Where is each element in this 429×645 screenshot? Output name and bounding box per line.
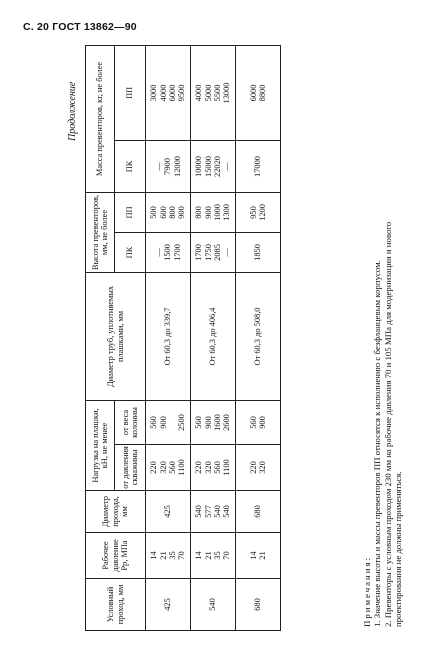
cell-height-pp: 500 600 800 900 — [146, 192, 191, 232]
cell-mass-pp: 6000 8800 — [236, 45, 281, 140]
notes — [362, 47, 404, 627]
table-row — [191, 45, 236, 630]
table-row — [146, 45, 191, 630]
rotated-page-body — [65, 46, 412, 631]
header-pipe-diam: Диаметр труб, уплотняемых плашками, мм — [86, 272, 146, 400]
cell-bore: 680 — [236, 579, 281, 631]
note-line: 2. Превенторы с условным проходом 230 мм на рабочие давления 70 и 105 МПа для модернизации и нового — [382, 221, 393, 627]
cell-mass-pp: 3000 4000 6000 9500 — [146, 45, 191, 140]
header-mass-pk: ПК — [115, 140, 146, 192]
cell-pipe-diam: От 60,3 до 508,0 — [236, 272, 281, 400]
cell-pipe-diam: От 60,3 до 339,7 — [146, 272, 191, 400]
cell-passage: 425 — [146, 491, 191, 533]
cell-bore: 425 — [146, 579, 191, 631]
cell-ram-load-well: 220 320 560 1100 — [146, 445, 191, 491]
cell-ram-load-well: 220 320 560 1100 — [191, 445, 236, 491]
cell-bore: 540 — [191, 579, 236, 631]
cell-pressure: 14 21 35 70 — [146, 533, 191, 579]
header-height-pp: ПП — [115, 192, 146, 232]
cell-height-pk: — 1500 1700 — [146, 232, 191, 272]
cell-mass-pp: 4000 5000 5500 13000 — [191, 45, 236, 140]
cell-ram-load-weight: 560 900 1600 2600 — [191, 400, 236, 444]
cell-ram-load-well: 220 320 — [236, 445, 281, 491]
header-mass: Масса превенторов, кг, не более — [86, 45, 115, 192]
table-row — [236, 45, 281, 630]
cell-height-pp: 800 900 1000 1300 — [191, 192, 236, 232]
cell-mass-pk: — 7900 12000 — [146, 140, 191, 192]
header-height-pk: ПК — [115, 232, 146, 272]
note-line: 1. Значение высоты и массы превенторов ПП относятся к исполнению с безфланцевым корпусом. — [372, 260, 383, 627]
cell-mass-pk: 10000 15000 22020 — — [191, 140, 236, 192]
cell-pipe-diam: От 60,3 до 406,4 — [191, 272, 236, 400]
header-passage: Диаметр прохода, мм — [86, 491, 146, 533]
preventer-table — [85, 45, 281, 631]
header-ram-load: Нагрузка на плашки, кН, не менее — [86, 400, 115, 490]
cell-passage: 540 577 540 540 — [191, 491, 236, 533]
cell-height-pk: 1700 1750 2085 — — [191, 232, 236, 272]
cell-height-pp: 950 1200 — [236, 192, 281, 232]
cell-height-pk: 1850 — [236, 232, 281, 272]
notes-title: Примечания: — [362, 556, 372, 627]
note-line: проектирования не должны применяться. — [393, 471, 404, 627]
continuation-label: Продолжение — [67, 81, 78, 141]
cell-ram-load-weight: 560 900 — [236, 400, 281, 444]
header-pressure: Рабочее давление Рр, МПа — [86, 533, 146, 579]
cell-passage: 680 — [236, 491, 281, 533]
header-bore: Условный проход, мм — [86, 579, 146, 631]
page-header: С. 20 ГОСТ 13862—90 — [23, 21, 137, 33]
header-mass-pp: ПП — [115, 45, 146, 140]
header-height: Высота превенторов, мм, не более — [86, 192, 115, 272]
cell-pressure: 14 21 — [236, 533, 281, 579]
header-ram-load-well: от давления скважины — [115, 445, 146, 491]
cell-mass-pk: 17000 — [236, 140, 281, 192]
cell-ram-load-weight: 560 900 2500 — [146, 400, 191, 444]
cell-pressure: 14 21 35 70 — [191, 533, 236, 579]
header-ram-load-weight: от веса колонны — [115, 400, 146, 444]
